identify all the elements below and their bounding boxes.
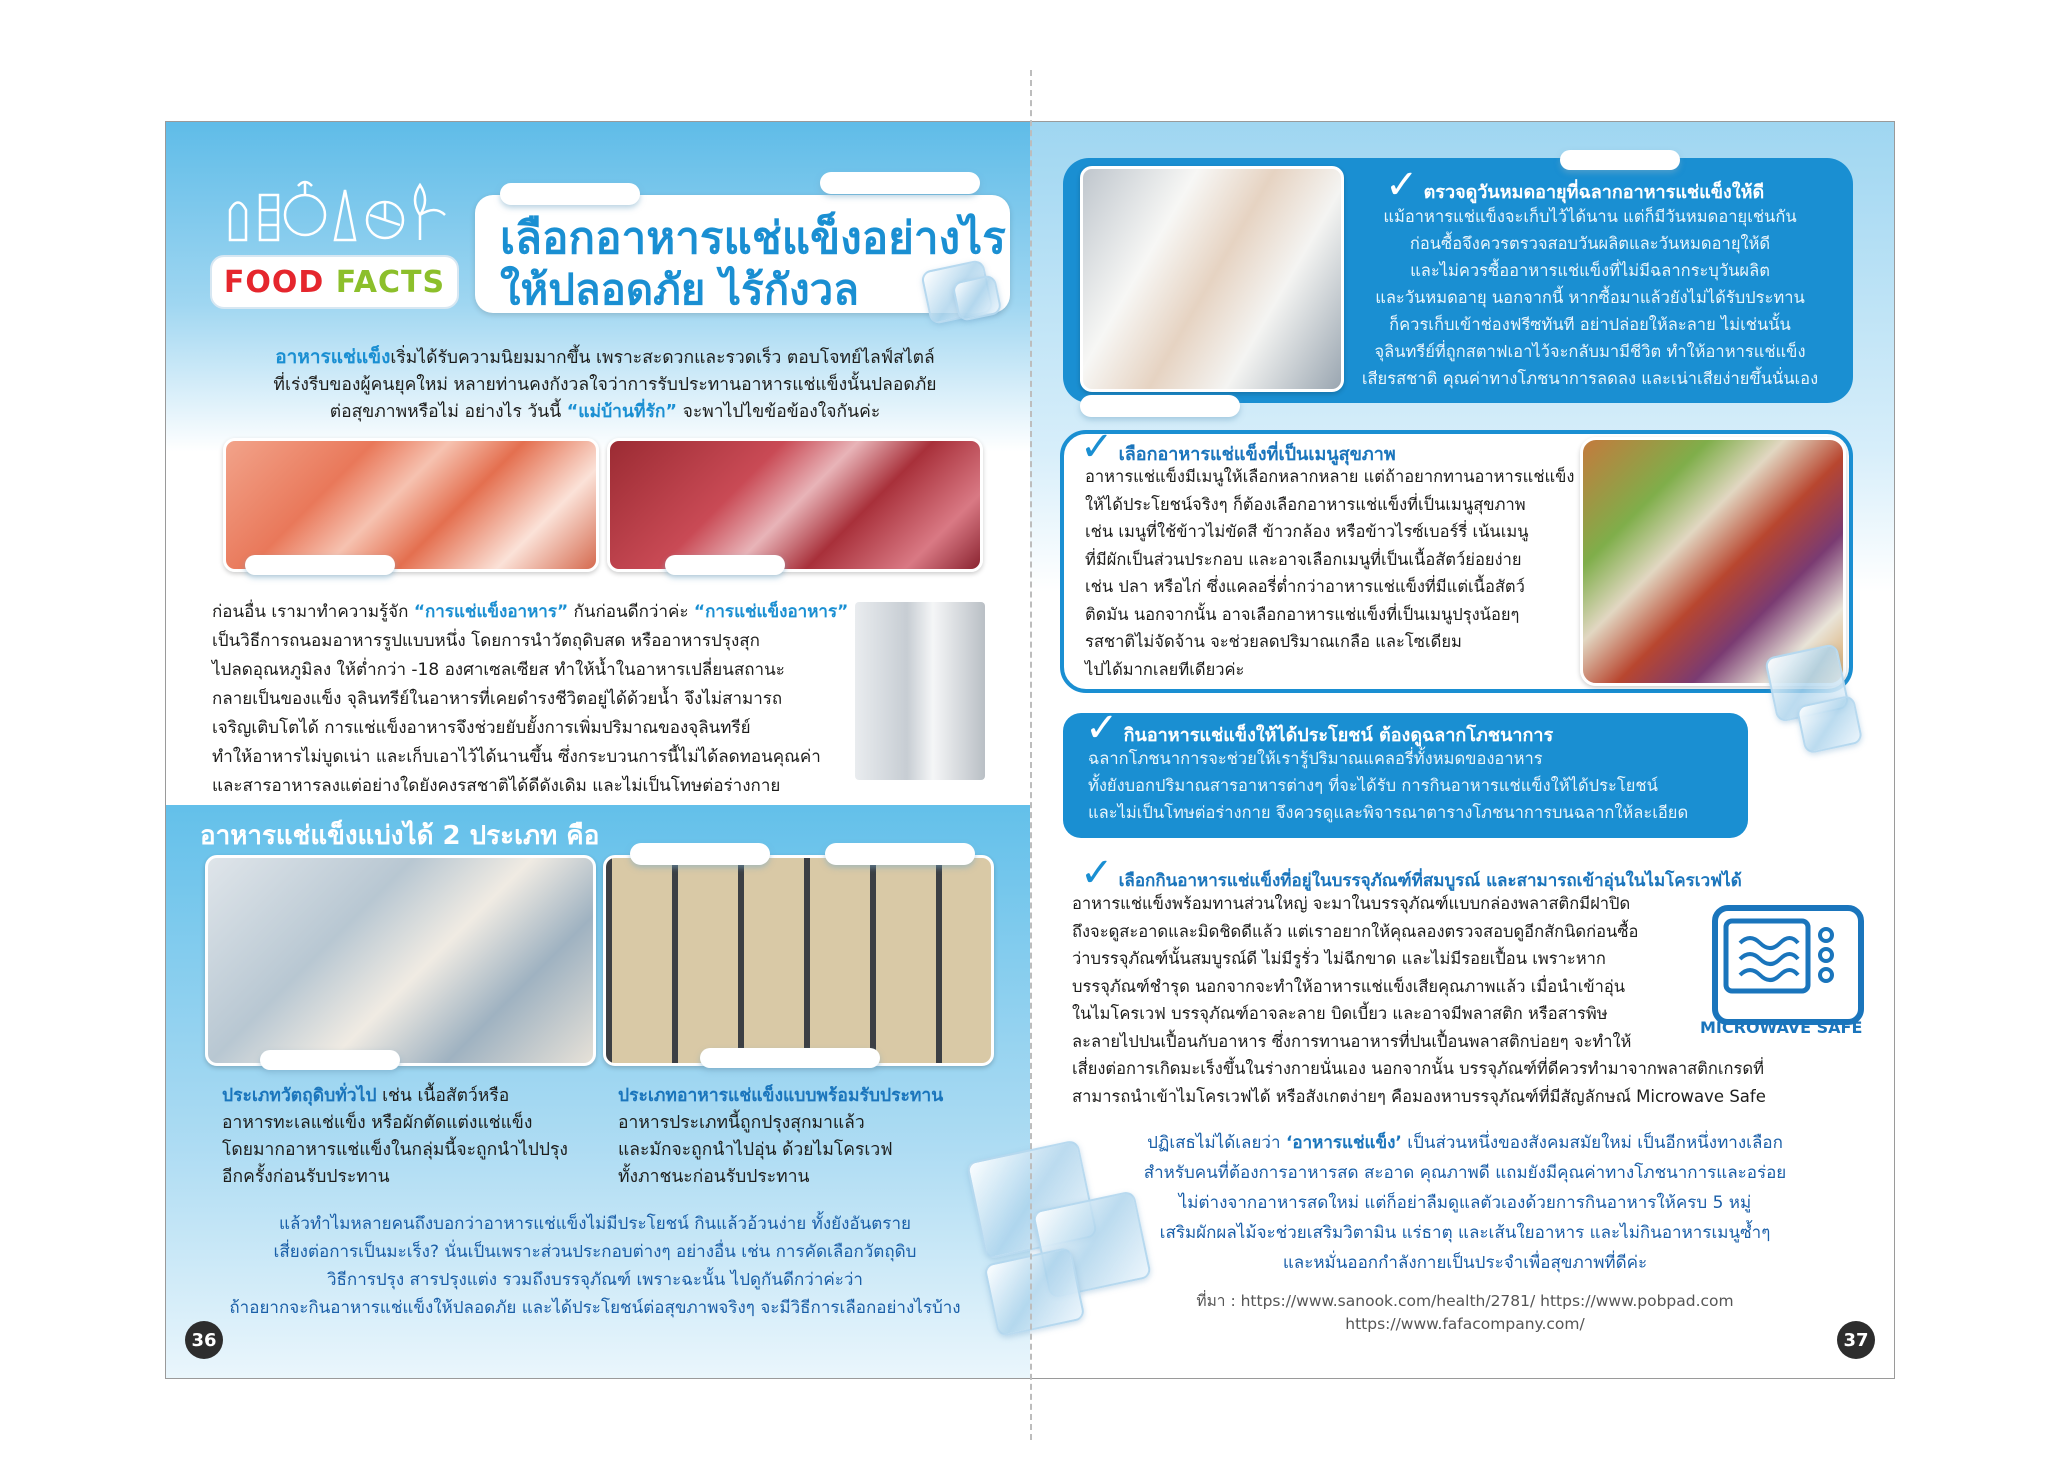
tip3-line: และไม่เป็นโทษต่อร่างกาย จึงควรดูและพิจารณาตารางโภชนาการบนฉลากให้ละเอียด bbox=[1088, 803, 1689, 822]
refrigerator-image bbox=[855, 602, 985, 780]
logo-food-text: FOOD bbox=[223, 264, 325, 300]
type1-line4: อีกครั้งก่อนรับประทาน bbox=[222, 1167, 390, 1187]
frozen-meat-image bbox=[607, 438, 983, 572]
microwave-icon-graphic bbox=[1718, 911, 1846, 1007]
conclusion-l1b: เป็นส่วนหนึ่งของสังคมสมัยใหม่ เป็นอีกหนึ่งทางเลือก bbox=[1407, 1133, 1783, 1153]
intro-line3-end: จะพาไปไขข้อข้องใจกันค่ะ bbox=[682, 402, 881, 422]
source-citation bbox=[1175, 1290, 1755, 1336]
tip1-title: ตรวจดูวันหมดอายุที่ฉลากอาหารแช่แข็งให้ดี bbox=[1423, 182, 1765, 203]
check-icon: ✓ bbox=[1085, 705, 1119, 751]
closing-line4: ถ้าอยากจะกินอาหารแช่แข็งให้ปลอดภัย และได้ประโยชน์ต่อสุขภาพจริงๆ จะมีวิธีการเลือกอย่างไรบ้าง bbox=[229, 1298, 961, 1318]
tip2-line: เช่น ปลา หรือไก่ ซึ่งแคลอรี่ต่ำกว่าอาหารแช่แข็งที่มีแต่เนื้อสัตว์ bbox=[1085, 577, 1525, 596]
intro-lead: อาหารแช่แข็ง bbox=[275, 346, 391, 368]
tip1-line: แม้อาหารแช่แข็งจะเก็บไว้ได้นาน แต่ก็มีวันหมดอายุเช่นกัน bbox=[1383, 207, 1797, 226]
intro-line3-start: ต่อสุขภาพหรือไม่ อย่างไร วันนี้ bbox=[329, 402, 562, 422]
tip4-title: เลือกกินอาหารแช่แข็งที่อยู่ในบรรจุภัณฑ์ที่สมบูรณ์ และสามารถเข้าอุ่นในไมโครเวฟได้ bbox=[1118, 871, 1742, 891]
conclusion-line5: และหมั่นออกกำลังกายเป็นประจำเพื่อสุขภาพที่ดีค่ะ bbox=[1282, 1253, 1648, 1273]
conclusion-line3: ไม่ต่างจากอาหารสดใหม่ แต่ก็อย่าลืมดูแลตัวเองด้วยการกินอาหารให้ครบ 5 หมู่ bbox=[1178, 1193, 1752, 1213]
snow-decoration bbox=[260, 1050, 400, 1070]
intro-paragraph bbox=[200, 344, 1010, 426]
page-fold-line bbox=[1030, 70, 1032, 1440]
microwave-icon bbox=[1712, 905, 1864, 1025]
p2-line7: และสารอาหารลงแต่อย่างใดยังคงรสชาติได้ดีดังเดิม และไม่เป็นโทษต่อร่างกาย bbox=[212, 776, 781, 796]
type1-text bbox=[222, 1083, 602, 1191]
p2-line2: เป็นวิธีการถนอมอาหารรูปแบบหนึ่ง โดยการนำวัตถุดิบสด หรืออาหารปรุงสุก bbox=[212, 631, 760, 651]
conclusion-highlight: ‘อาหารแช่แข็ง’ bbox=[1285, 1133, 1402, 1153]
tip2-line: ที่มีผักเป็นส่วนประกอบ และอาจเลือกเมนูที่เป็นเนื้อสัตว์ย่อยง่าย bbox=[1085, 549, 1522, 569]
p2-highlight-1: “การแช่แข็งอาหาร” bbox=[413, 602, 569, 622]
intro-line1: เริ่มได้รับความนิยมมากขึ้น เพราะสะดวกและรวดเร็ว ตอบโจทย์ไลฟ์สไตล์ bbox=[390, 348, 935, 368]
tip1-line: เสียรสชาติ คุณค่าทางโภชนาการลดลง และเน่าเสียง่ายขึ้นนั่นเอง bbox=[1361, 369, 1819, 388]
snow-decoration bbox=[825, 843, 975, 865]
tip2-line: เช่น เมนูที่ใช้ข้าวไม่ขัดสี ข้าวกล้อง หรือข้าวไรซ์เบอร์รี่ เน้นเมนู bbox=[1085, 522, 1529, 541]
intro-line2: ที่เร่งรีบของผู้คนยุคใหม่ หลายท่านคงกังวลใจว่าการรับประทานอาหารแช่แข็งนั้นปลอดภัย bbox=[273, 375, 937, 395]
check-icon: ✓ bbox=[1385, 162, 1419, 208]
tip2-body bbox=[1085, 463, 1585, 683]
snow-decoration bbox=[500, 183, 640, 205]
p2-l1a: ก่อนอื่น เรามาทำความรู้จัก bbox=[212, 602, 409, 622]
closing-line2: เสี่ยงต่อการเป็นมะเร็ง? นั่นเป็นเพราะส่วนประกอบต่างๆ อย่างอื่น เช่น การคัดเลือกวัตถุดิบ bbox=[273, 1242, 917, 1262]
closing-line3: วิธีการปรุง สารปรุงแต่ง รวมถึงบรรจุภัณฑ์ เพราะฉะนั้น ไปดูกันดีกว่าค่ะว่า bbox=[327, 1270, 863, 1290]
check-icon: ✓ bbox=[1080, 850, 1114, 896]
p2-highlight-2: “การแช่แข็งอาหาร” bbox=[693, 602, 849, 622]
snow-decoration bbox=[1080, 395, 1240, 417]
tip4-line: ในไมโครเวฟ บรรจุภัณฑ์อาจละลาย บิดเบี้ยว และอาจมีพลาสติก หรือสารพิษ bbox=[1072, 1004, 1608, 1023]
supermarket-freezer-image bbox=[603, 855, 994, 1066]
type2-text bbox=[618, 1083, 1018, 1191]
check-icon: ✓ bbox=[1080, 424, 1114, 470]
tip3-header bbox=[1085, 705, 1554, 751]
conclusion-paragraph bbox=[1090, 1128, 1840, 1278]
page-number-right: 37 bbox=[1837, 1321, 1875, 1359]
tip4-line: อาหารแช่แข็งพร้อมทานส่วนใหญ่ จะมาในบรรจุภัณฑ์แบบกล่องพลาสติกมีฝาปิด bbox=[1072, 894, 1631, 913]
milk-bottle-image bbox=[1080, 166, 1344, 392]
tip1-line: ก็ควรเก็บเข้าช่องฟรีซทันที อย่าปล่อยให้ละลาย ไม่เช่นนั้น bbox=[1389, 315, 1791, 334]
tip4-line: ละลายไปปนเปื้อนกับอาหาร ซึ่งการทานอาหารที่ปนเปื้อนพลาสติกบ่อยๆ จะทำให้ bbox=[1072, 1031, 1632, 1051]
tip3-title: กินอาหารแช่แข็งให้ได้ประโยชน์ ต้องดูฉลากโภชนาการ bbox=[1123, 725, 1554, 746]
tip4-line: เสี่ยงต่อการเกิดมะเร็งขึ้นในร่างกายนั่นเอง นอกจากนั้น บรรจุภัณฑ์ที่ดีควรทำมาจากพลาสติกเกรดที่ bbox=[1072, 1059, 1764, 1078]
snow-decoration bbox=[630, 843, 770, 865]
snow-decoration bbox=[820, 172, 980, 194]
p2-l1b: กันก่อนดีกว่าค่ะ bbox=[573, 602, 689, 622]
snow-decoration bbox=[245, 555, 395, 575]
tip4-line: สามารถนำเข้าไมโครเวฟได้ หรือสังเกตง่ายๆ คือมองหาบรรจุภัณฑ์ที่มีสัญลักษณ์ Microwave Safe bbox=[1072, 1086, 1766, 1106]
type1-title-rest: เช่น เนื้อสัตว์หรือ bbox=[382, 1086, 510, 1106]
vegetables-line-icons bbox=[220, 170, 460, 250]
type2-line4: ทั้งภาชนะก่อนรับประทาน bbox=[618, 1167, 810, 1187]
conclusion-l1a: ปฏิเสธไม่ได้เลยว่า bbox=[1147, 1133, 1281, 1153]
tip2-line: ติดมัน นอกจากนั้น อาจเลือกอาหารแช่แข็งที่เป็นเมนูปรุงน้อยๆ bbox=[1085, 604, 1520, 624]
snow-decoration bbox=[665, 555, 785, 575]
tip1-line: และวันหมดอายุ นอกจากนี้ หากซื้อมาแล้วยังไม่ได้รับประทาน bbox=[1375, 288, 1805, 307]
tip1-line: และไม่ควรซื้ออาหารแช่แข็งที่ไม่มีฉลากระบุวันผลิต bbox=[1410, 261, 1770, 280]
source-line1: ที่มา : https://www.sanook.com/health/2781/ https://www.pobpad.com bbox=[1196, 1292, 1734, 1310]
tip4-line: ว่าบรรจุภัณฑ์นั้นสมบูรณ์ดี ไม่มีรูรั่ว ไม่ฉีกขาด และไม่มีรอยเปื้อน เพราะหาก bbox=[1072, 949, 1606, 968]
type1-line2: อาหารทะเลแช่แข็ง หรือผักตัดแต่งแช่แข็ง bbox=[222, 1113, 533, 1133]
microwave-safe-label: MICROWAVE SAFE bbox=[1700, 1018, 1863, 1037]
tip2-line: รสชาติไม่จัดจ้าน จะช่วยลดปริมาณเกลือ และโซเดียม bbox=[1085, 632, 1462, 651]
closing-paragraph bbox=[200, 1210, 990, 1322]
tip2-title: เลือกอาหารแช่แข็งที่เป็นเมนูสุขภาพ bbox=[1118, 444, 1396, 465]
tip2-line: ไปได้มากเลยทีเดียวค่ะ bbox=[1085, 659, 1245, 679]
p2-line4: กลายเป็นของแข็ง จุลินทรีย์ในอาหารที่เคยดำรงชีวิตอยู่ได้ด้วยน้ำ จึงไม่สามารถ bbox=[212, 689, 783, 709]
type1-line3: โดยมากอาหารแช่แข็งในกลุ่มนี้จะถูกนำไปปรุง bbox=[222, 1140, 568, 1160]
type2-title: ประเภทอาหารแช่แข็งแบบพร้อมรับประทาน bbox=[618, 1086, 944, 1106]
tip2-line: อาหารแช่แข็งมีเมนูให้เลือกหลากหลาย แต่ถ้าอยากทานอาหารแช่แข็ง bbox=[1085, 467, 1575, 486]
type2-line3: และมักจะถูกนำไปอุ่น ด้วยไมโครเวฟ bbox=[618, 1140, 893, 1160]
closing-line1: แล้วทำไมหลายคนถึงบอกว่าอาหารแช่แข็งไม่มีประโยชน์ กินแล้วอ้วนง่าย ทั้งยังอันตราย bbox=[279, 1214, 911, 1234]
page-title-line1: เลือกอาหารแช่แข็งอย่างไร bbox=[500, 213, 1006, 264]
tip3-line: ฉลากโภชนาการจะช่วยให้เรารู้ปริมาณแคลอรี่ทั้งหมดของอาหาร bbox=[1088, 749, 1543, 768]
logo-facts-text: FACTS bbox=[335, 264, 446, 300]
freezing-paragraph bbox=[212, 598, 852, 801]
types-heading: อาหารแช่แข็งแบ่งได้ 2 ประเภท คือ bbox=[200, 821, 600, 851]
tip3-line: ทั้งยังบอกปริมาณสารอาหารต่างๆ ที่จะได้รับ การกินอาหารแช่แข็งให้ได้ประโยชน์ bbox=[1088, 776, 1658, 795]
page-title-line2: ให้ปลอดภัย ไร้กังวล bbox=[500, 265, 859, 314]
p2-line6: ทำให้อาหารไม่บูดเน่า และเก็บเอาไว้ได้นานขึ้น ซึ่งกระบวนการนี้ไม่ได้ลดทอนคุณค่า bbox=[212, 747, 821, 767]
frozen-salmon-image bbox=[223, 438, 599, 572]
intro-highlight: “แม่บ้านที่รัก” bbox=[566, 402, 677, 422]
type2-line2: อาหารประเภทนี้ถูกปรุงสุกมาแล้ว bbox=[618, 1113, 865, 1133]
p2-line5: เจริญเติบโตได้ การแช่แข็งอาหารจึงช่วยยับยั้งการเพิ่มปริมาณของจุลินทรีย์ bbox=[212, 718, 751, 738]
tip1-line: จุลินทรีย์ที่ถูกสตาฟเอาไว้จะกลับมามีชีวิต ทำให้อาหารแช่แข็ง bbox=[1374, 342, 1806, 361]
tip4-header bbox=[1080, 850, 1742, 896]
tip2-line: ให้ได้ประโยชน์จริงๆ ก็ต้องเลือกอาหารแช่แข็งที่เป็นเมนูสุขภาพ bbox=[1085, 494, 1526, 514]
tip3-body bbox=[1088, 745, 1738, 826]
tip4-line: บรรจุภัณฑ์ชำรุด นอกจากจะทำให้อาหารแช่แข็งเสียคุณภาพแล้ว เมื่อนำเข้าอุ่น bbox=[1072, 976, 1626, 996]
source-line2: https://www.fafacompany.com/ bbox=[1345, 1315, 1585, 1333]
page-number-left: 36 bbox=[185, 1321, 223, 1359]
tip1-body bbox=[1350, 203, 1830, 392]
tip1-header bbox=[1385, 162, 1765, 208]
tip4-line: ถึงจะดูสะอาดและมิดชิดดีแล้ว แต่เราอยากให้คุณลองตรวจสอบดูอีกสักนิดก่อนซื้อ bbox=[1072, 921, 1639, 941]
tip1-line: ก่อนซื้อจึงควรตรวจสอบวันผลิตและวันหมดอายุให้ดี bbox=[1409, 234, 1771, 253]
conclusion-line4: เสริมผักผลไม้จะช่วยเสริมวิตามิน แร่ธาตุ และเส้นใยอาหาร และไม่กินอาหารเมนูซ้ำๆ bbox=[1159, 1223, 1771, 1243]
p2-line3: ไปลดอุณหภูมิลง ให้ต่ำกว่า -18 องศาเซลเซียส ทำให้น้ำในอาหารเปลี่ยนสถานะ bbox=[212, 660, 785, 680]
conclusion-line2: สำหรับคนที่ต้องการอาหารสด สะอาด คุณภาพดี แถมยังมีคุณค่าทางโภชนาการและอร่อย bbox=[1143, 1163, 1787, 1183]
snow-decoration bbox=[700, 1048, 880, 1068]
snow-decoration bbox=[1560, 150, 1680, 170]
type1-title: ประเภทวัตถุดิบทั่วไป bbox=[222, 1086, 377, 1106]
food-facts-logo bbox=[210, 255, 459, 309]
vacuum-packed-fish-image bbox=[205, 855, 596, 1066]
